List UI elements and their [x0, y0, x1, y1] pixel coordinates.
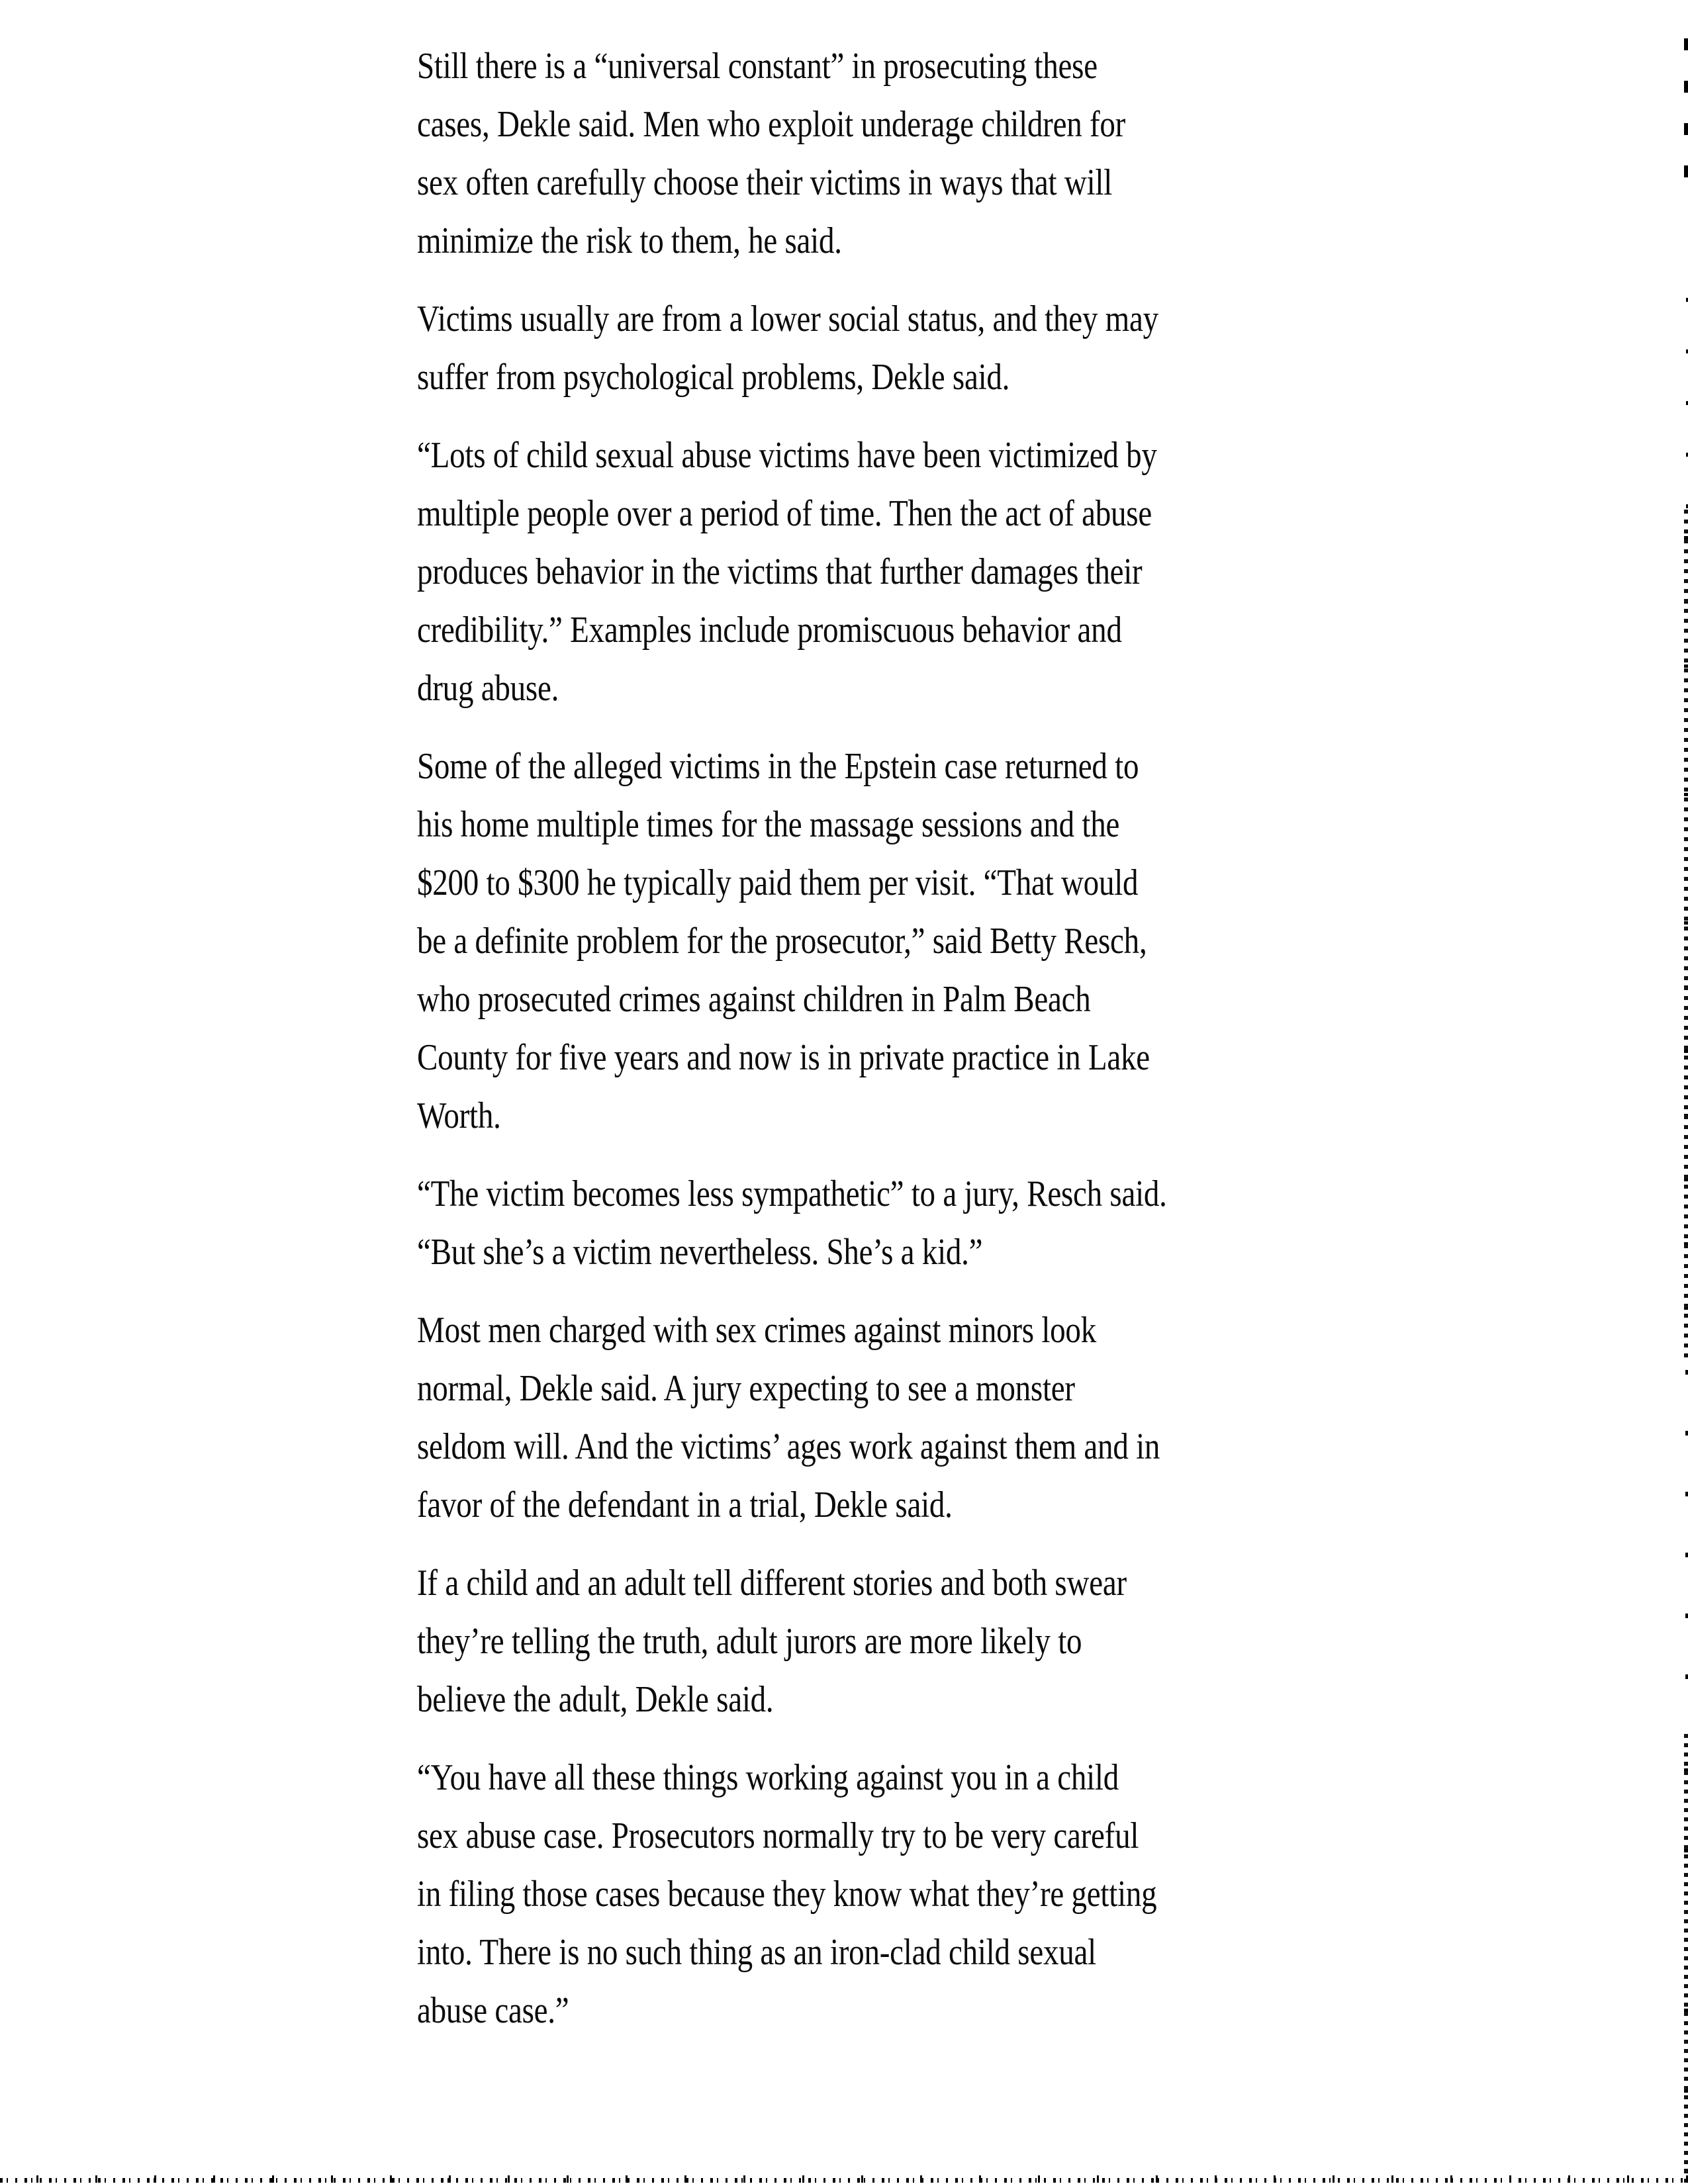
text-line: his home multiple times for the massage sessions and the — [417, 804, 1120, 845]
paragraph-5 — [417, 1165, 1279, 1281]
text-line: If a child and an adult tell different stories and both swear — [417, 1563, 1127, 1604]
article-text-column — [417, 37, 1279, 2060]
scan-artifact-right-middle — [1684, 510, 1688, 1363]
text-line: Worth. — [417, 1095, 501, 1136]
paragraph-7 — [417, 1554, 1279, 1729]
text-line: sex often carefully choose their victims in ways that will — [417, 162, 1113, 203]
text-line: in filing those cases because they know what they’re getting — [417, 1874, 1157, 1915]
text-line: “The victim becomes less sympathetic” to a jury, Resch said. — [417, 1173, 1167, 1214]
text-line: “Lots of child sexual abuse victims have been victimized by — [417, 435, 1157, 476]
text-line: abuse case.” — [417, 1990, 569, 2031]
text-line: who prosecuted crimes against children in Palm Beach — [417, 979, 1091, 1020]
text-line: County for five years and now is in private practice in Lake — [417, 1037, 1150, 1078]
scan-artifact-right-top — [1684, 38, 1688, 204]
scan-artifact-bottom-edge — [0, 2175, 1688, 2183]
text-line: they’re telling the truth, adult jurors are more likely to — [417, 1621, 1082, 1662]
paragraph-2 — [417, 290, 1279, 406]
text-line: into. There is no such thing as an iron-clad child sexual — [417, 1932, 1096, 1973]
text-line: produces behavior in the victims that further damages their — [417, 551, 1143, 592]
text-line: sex abuse case. Prosecutors normally try to be very careful — [417, 1815, 1139, 1856]
paragraph-8 — [417, 1749, 1279, 2040]
paragraph-1 — [417, 37, 1279, 270]
text-line: be a definite problem for the prosecutor,” said Betty Resch, — [417, 921, 1147, 962]
text-line: normal, Dekle said. A jury expecting to see a monster — [417, 1368, 1075, 1409]
paragraph-3 — [417, 426, 1279, 717]
text-line: drug abuse. — [417, 668, 559, 709]
text-line: suffer from psychological problems, Dekle said. — [417, 357, 1010, 398]
text-line: favor of the defendant in a trial, Dekle said. — [417, 1484, 953, 1525]
text-line: “But she’s a victim nevertheless. She’s a kid.” — [417, 1232, 983, 1273]
scan-artifact-right-bottom — [1684, 1734, 1688, 2184]
paragraph-6 — [417, 1301, 1279, 1534]
text-line: believe the adult, Dekle said. — [417, 1679, 774, 1720]
text-line: seldom will. And the victims’ ages work against them and in — [417, 1426, 1160, 1467]
text-line: minimize the risk to them, he said. — [417, 220, 842, 261]
paragraph-4 — [417, 737, 1279, 1145]
text-line: $200 to $300 he typically paid them per visit. “That would — [417, 862, 1139, 903]
scan-artifact-right-lower — [1685, 1370, 1688, 1727]
text-line: cases, Dekle said. Men who exploit underage children for — [417, 104, 1126, 145]
text-line: Victims usually are from a lower social status, and they may — [417, 298, 1158, 340]
text-line: multiple people over a period of time. Then the act of abuse — [417, 493, 1152, 534]
text-line: Still there is a “universal constant” in prosecuting these — [417, 46, 1098, 87]
text-line: “You have all these things working against you in a child — [417, 1757, 1119, 1798]
text-line: Most men charged with sex crimes against minors look — [417, 1310, 1096, 1351]
text-line: credibility.” Examples include promiscuous behavior and — [417, 610, 1122, 651]
text-line: Some of the alleged victims in the Epstein case returned to — [417, 746, 1139, 787]
